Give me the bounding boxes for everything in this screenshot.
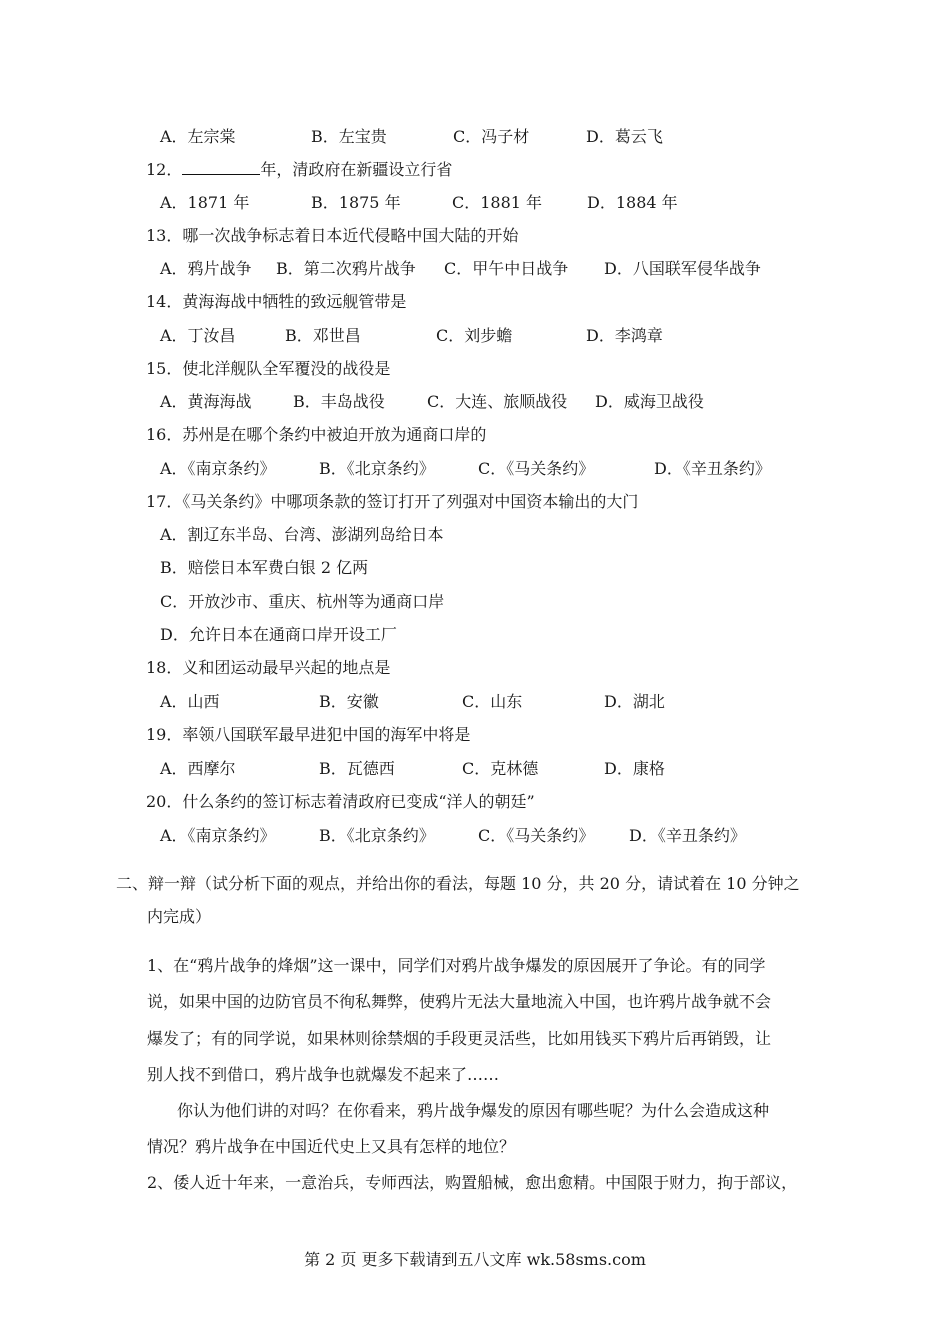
option-d: D．湖北 bbox=[604, 692, 665, 711]
option-c: C．山东 bbox=[462, 692, 523, 711]
option-b: B．安徽 bbox=[319, 692, 379, 711]
question-15: 15．使北洋舰队全军覆没的战役是 bbox=[146, 359, 391, 378]
option-a: A．西摩尔 bbox=[160, 759, 236, 778]
option-c: C．克林德 bbox=[462, 759, 539, 778]
item1-line-2: 说，如果中国的边防官员不徇私舞弊，使鸦片无法大量地流入中国，也许鸦片战争就不会 bbox=[147, 992, 772, 1011]
section-2-heading-cont: 内完成） bbox=[147, 907, 212, 926]
item1-line-1: 1、在“鸦片战争的烽烟”这一课中，同学们对鸦片战争爆发的原因展开了争论。有的同学 bbox=[147, 956, 766, 975]
item1-question-1: 你认为他们讲的对吗？在你看来，鸦片战争爆发的原因有哪些呢？为什么会造成这种 bbox=[177, 1101, 770, 1120]
option-c: C．大连、旅顺战役 bbox=[427, 392, 568, 411]
question-stem: 年，清政府在新疆设立行省 bbox=[260, 160, 453, 179]
option-b: B．邓世昌 bbox=[285, 326, 361, 345]
page-footer: 第 2 页 更多下载请到五八文库 wk.58sms.com bbox=[304, 1250, 646, 1269]
option-a: A．鸦片战争 bbox=[160, 259, 252, 278]
q17-option-b: B．赔偿日本军费白银 2 亿两 bbox=[160, 558, 369, 577]
option-a: A．黄海海战 bbox=[160, 392, 252, 411]
option-b: B．1875 年 bbox=[311, 193, 401, 212]
option-b: B．左宝贵 bbox=[311, 127, 387, 146]
option-b: B．丰岛战役 bbox=[293, 392, 385, 411]
question-13: 13．哪一次战争标志着日本近代侵略中国大陆的开始 bbox=[146, 226, 519, 245]
option-d: D．《辛丑条约》 bbox=[629, 826, 746, 845]
question-18: 18．义和团运动最早兴起的地点是 bbox=[146, 658, 391, 677]
option-c: C．《马关条约》 bbox=[478, 826, 595, 845]
question-14: 14．黄海海战中牺牲的致远舰管带是 bbox=[146, 292, 407, 311]
option-d: D．威海卫战役 bbox=[595, 392, 704, 411]
question-16: 16．苏州是在哪个条约中被迫开放为通商口岸的 bbox=[146, 425, 487, 444]
q17-option-a: A．割辽东半岛、台湾、澎湖列岛给日本 bbox=[160, 525, 444, 544]
option-c: C．《马关条约》 bbox=[478, 459, 595, 478]
option-b: B．第二次鸦片战争 bbox=[276, 259, 416, 278]
option-d: D．李鸿章 bbox=[586, 326, 663, 345]
option-d: D．1884 年 bbox=[587, 193, 678, 212]
q17-option-c: C．开放沙市、重庆、杭州等为通商口岸 bbox=[160, 592, 445, 611]
option-d: D．葛云飞 bbox=[586, 127, 663, 146]
option-a: A．山西 bbox=[160, 692, 220, 711]
option-a: A．《南京条约》 bbox=[160, 459, 276, 478]
option-a: A．左宗棠 bbox=[160, 127, 236, 146]
question-12 bbox=[146, 160, 452, 180]
item1-line-4: 别人找不到借口，鸦片战争也就爆发不起来了…… bbox=[147, 1065, 500, 1084]
option-a: A．丁汝昌 bbox=[160, 326, 236, 345]
option-b: B．《北京条约》 bbox=[319, 826, 435, 845]
question-number: 12． bbox=[146, 160, 183, 179]
fill-in-blank bbox=[182, 160, 260, 175]
q17-option-d: D．允许日本在通商口岸开设工厂 bbox=[160, 625, 397, 644]
section-2-heading: 二、辩一辩（试分析下面的观点，并给出你的看法，每题 10 分，共 20 分，请试着在 10 分钟之 bbox=[116, 874, 800, 893]
option-d: D．康格 bbox=[604, 759, 665, 778]
option-c: C．冯子材 bbox=[453, 127, 530, 146]
option-d: D．八国联军侵华战争 bbox=[604, 259, 761, 278]
item2-line-1: 2、倭人近十年来，一意治兵，专师西法，购置船械，愈出愈精。中国限于财力，拘于部议， bbox=[147, 1173, 798, 1192]
question-19: 19．率领八国联军最早进犯中国的海军中将是 bbox=[146, 725, 471, 744]
option-b: B．瓦德西 bbox=[319, 759, 395, 778]
option-c: C．1881 年 bbox=[452, 193, 543, 212]
option-a: A．1871 年 bbox=[160, 193, 250, 212]
option-d: D．《辛丑条约》 bbox=[654, 459, 771, 478]
question-20: 20．什么条约的签订标志着清政府已变成“洋人的朝廷” bbox=[146, 792, 535, 811]
question-17: 17．《马关条约》中哪项条款的签订打开了列强对中国资本输出的大门 bbox=[146, 492, 639, 511]
option-c: C．甲午中日战争 bbox=[444, 259, 569, 278]
item1-question-2: 情况？鸦片战争在中国近代史上又具有怎样的地位？ bbox=[147, 1137, 516, 1156]
option-a: A．《南京条约》 bbox=[160, 826, 276, 845]
option-b: B．《北京条约》 bbox=[319, 459, 435, 478]
item1-line-3: 爆发了；有的同学说，如果林则徐禁烟的手段更灵活些，比如用钱买下鸦片后再销毁，让 bbox=[147, 1029, 772, 1048]
option-c: C．刘步蟾 bbox=[436, 326, 513, 345]
